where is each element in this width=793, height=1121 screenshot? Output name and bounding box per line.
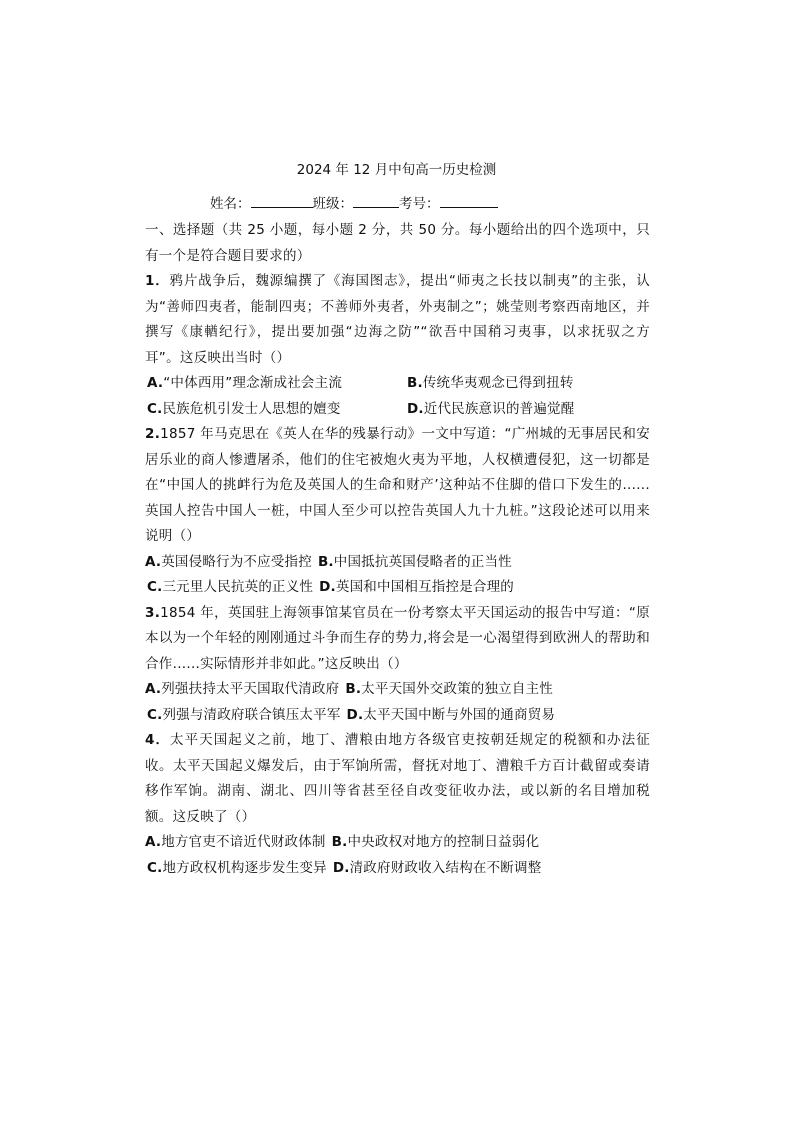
option-b[interactable]: B.中国抵抗英国侵略者的正当性 <box>317 553 512 570</box>
option-d[interactable]: D.英国和中国相互指控是合理的 <box>319 579 514 595</box>
question-stem <box>145 422 650 550</box>
name-blank[interactable] <box>251 193 313 208</box>
option-c[interactable]: C.列强与清政府联合镇压太平军 <box>147 706 341 723</box>
option-b[interactable]: B.太平天国外交政策的独立自主性 <box>345 681 553 697</box>
exam-title: 2024 年 12 月中旬高一历史检测 <box>296 162 497 178</box>
option-b[interactable]: B.中央政权对地方的控制日益弱化 <box>331 834 540 850</box>
question-stem <box>145 728 650 830</box>
option-a[interactable]: A.列强扶持太平天国取代清政府 <box>145 681 340 697</box>
question-2 <box>145 422 650 601</box>
option-a[interactable]: A.地方官吏不谙近代财政体制 <box>145 834 326 850</box>
student-info-line <box>210 193 498 215</box>
question-number: 2. <box>145 426 161 442</box>
class-blank[interactable] <box>353 193 399 208</box>
option-c[interactable]: C.地方政权机构逐步发生变异 <box>147 859 327 876</box>
option-d[interactable]: D.太平天国中断与外国的通商贸易 <box>346 706 556 723</box>
question-text: 鸦片战争后，魏源编撰了《海国图志》，提出“师夷之长技以制夷”的主张，认为“善师四夷者，能制四夷；不善师外夷者，外夷制之”；姚莹则考察西南地区，并撰写《康輶纪行》，提出要加强“边海之防”“欲吾中国稍习夷事，以求抚驭之方耳”。这反映出当时（） <box>145 273 650 366</box>
question-text: 1857 年马克思在《英人在华的残暴行动》一文中写道：“广州城的无事居民和安居乐业的商人惨遭屠杀，他们的住宅被炮火夷为平地，人权横遭侵犯，这一切都是在“中国人的挑衅行为危及英国人的生命和财产’这种站不住脚的借口下发生的......英国人控告中国人一桩，中国人至少可以控告英国人九十九桩。”这段论述可以用来说明（） <box>145 426 650 544</box>
option-row <box>145 703 650 729</box>
option-a[interactable]: A.英国侵略行为不应受指控 <box>145 553 312 570</box>
option-row <box>145 371 650 397</box>
question-number: 4． <box>145 732 171 748</box>
number-blank[interactable] <box>440 193 498 208</box>
question-number: 1． <box>145 273 170 289</box>
option-c[interactable]: C.民族危机引发士人思想的嬗变 <box>147 400 341 417</box>
option-row <box>145 830 650 856</box>
option-row <box>145 550 650 576</box>
class-label: 班级： <box>312 196 353 212</box>
option-row <box>145 575 650 601</box>
name-label: 姓名： <box>210 196 251 212</box>
option-d[interactable]: D.近代民族意识的普遍觉醒 <box>407 400 575 417</box>
question-number: 3. <box>145 604 161 621</box>
option-b[interactable]: B.传统华夷观念已得到扭转 <box>407 375 574 391</box>
question-4 <box>145 728 650 881</box>
option-d[interactable]: D.清政府财政收入结构在不断调整 <box>332 859 542 876</box>
option-c[interactable]: C.三元里人民抗英的正义性 <box>147 579 314 595</box>
section-heading: 一、选择题（共 25 小题，每小题 2 分，共 50 分。每小题给出的四个选项中，只有一个是符合题目要求的） <box>145 222 650 264</box>
question-stem <box>145 269 650 371</box>
exam-content <box>145 218 650 881</box>
question-3 <box>145 601 650 729</box>
option-row <box>145 856 650 882</box>
question-text: 1854 年，英国驻上海领事馆某官员在一份考察太平天国运动的报告中写道：“原本以为一个年轻的刚刚通过斗争而生存的势力,将会是一心渴望得到欧洲人的帮助和合作......实际情形并非如此。”这反映出（） <box>145 604 650 672</box>
option-a[interactable]: A.“中体西用”理念渐成社会主流 <box>147 375 343 391</box>
question-stem <box>145 601 650 678</box>
question-1 <box>145 269 650 422</box>
option-row <box>145 677 650 703</box>
option-row <box>145 397 650 423</box>
number-label: 考号： <box>399 196 440 212</box>
question-text: 太平天国起义之前，地丁、漕粮由地方各级官吏按朝廷规定的税额和办法征收。太平天国起义爆发后，由于军饷所需，督抚对地丁、漕粮千方百计截留或奏请移作军饷。湖南、湖北、四川等省甚至径自改变征收办法，或以新的名目增加税额。这反映了（） <box>145 732 650 825</box>
